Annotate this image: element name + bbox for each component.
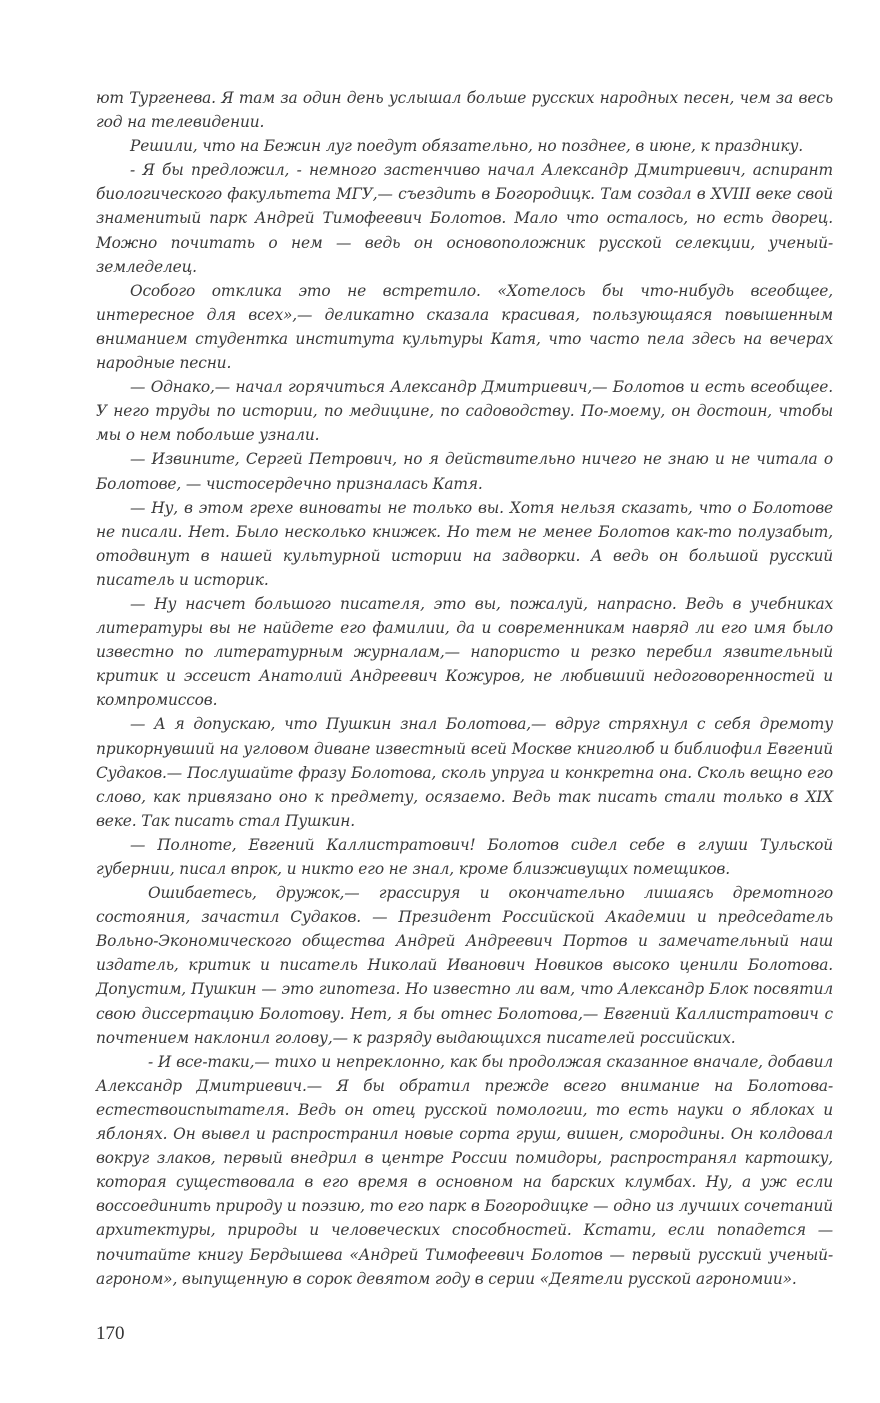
paragraph: Решили, что на Бежин луг поедут обязательно, но позднее, в июне, к празднику. — [130, 137, 803, 156]
paragraph: — Извините, Сергей Петрович, но я действительно ничего не знаю и не читала о Болотове, — чистосердечно призналась Катя. — [96, 450, 833, 493]
paragraph: — Однако,— начал горячиться Александр Дмитриевич,— Болотов и есть всеобщее. У него труды по истории, по медицине, по садоводству. По-моему, он достоин, чтобы мы о нем побольше узнали. — [96, 378, 833, 445]
paragraph: - Я бы предложил, - немного застенчиво начал Александр Дмитриевич, аспирант биологического факультета МГУ,— съездить в Богородицк. Там создал в XVIII веке свой знаменитый парк Андрей Тимофеевич Болотов. Мало что осталось, но есть дворец. Можно почитать о нем — ведь он основоположник русской селекции, ученый-земледелец. — [96, 161, 833, 276]
paragraph: — Ну, в этом грехе виноваты не только вы. Хотя нельзя сказать, что о Болотове не писали. Нет. Было несколько книжек. Но тем не менее Болотов как-то полузабыт, отодвинут в нашей культурной истории на задворки. А ведь он большой русский писатель и историк. — [96, 498, 833, 589]
page-number: 170 — [96, 1323, 125, 1344]
paragraph: - И все-таки,— тихо и непреклонно, как бы продолжая сказанное вначале, добавил Александр Дмитриевич.— Я бы обратил прежде всего внимание на Болотова-естествоиспытателя. Ведь он отец русской помологии, то есть науки о яблоках и яблонях. Он вывел и распространил новые сорта груш, вишен, смородины. Он колдовал вокруг злаков, первый внедрил в центре России помидоры, распространял картошку, которая существовала в его время в основном на барских клумбах. Ну, а уж если воссоединить природу и поэзию, то его парк в Богородицке — одно из лучших сочетаний архитектуры, природы и человеческих способностей. Кстати, если попадется — почитайте книгу Бердышева «Андрей Тимофеевич Болотов — первый русский ученый-агроном», выпущенную в сорок девятом году в серии «Деятели русской агрономии». — [96, 1052, 833, 1288]
paragraph: ют Тургенева. Я там за один день услышал больше русских народных песен, чем за весь год на телевидении. — [96, 89, 833, 132]
paragraph: Ошибаетесь, дружок,— грассируя и окончательно лишаясь дремотного состояния, зачастил Судаков. — Президент Российской Академии и председатель Вольно-Экономического общества Андрей Андреевич Портов и замечательный наш издатель, критик и писатель Николай Иванович Новиков высоко ценили Болотова. Допустим, Пушкин — это гипотеза. Но известно ли вам, что Александр Блок посвятил свою диссертацию Болотову. Нет, я бы отнес Болотова,— Евгений Каллистратович с почтением наклонил голову,— к разряду выдающихся писателей российских. — [96, 884, 833, 1047]
paragraph: — А я допускаю, что Пушкин знал Болотова,— вдруг стряхнул с себя дремоту прикорнувший на угловом диване известный всей Москве книголюб и библиофил Евгений Судаков.— Послушайте фразу Болотова, сколь упруга и конкретна она. Сколь вещно его слово, как привязано оно к предмету, осязаемо. Ведь так писать стали только в XIX веке. Так писать стал Пушкин. — [96, 715, 833, 830]
paragraph: — Полноте, Евгений Каллистратович! Болотов сидел себе в глуши Тульской губернии, писал впрок, и никто его не знал, кроме близживущих помещиков. — [96, 835, 833, 878]
paragraph: — Ну насчет большого писателя, это вы, пожалуй, напрасно. Ведь в учебниках литературы вы не найдете его фамилии, да и современникам навряд ли его имя было известно по литературным журналам,— напористо и резко перебил язвительный критик и эссеист Анатолий Андреевич Кожуров, не любивший недоговоренностей и компромиссов. — [96, 594, 833, 710]
paragraph: Особого отклика это не встретило. «Хотелось бы что-нибудь всеобщее, интересное для всех»,— деликатно сказала красивая, пользующаяся повышенным вниманием студентка института культуры Катя, что часто пела здесь на вечерах народные песни. — [96, 281, 833, 373]
page-body — [96, 86, 833, 1291]
